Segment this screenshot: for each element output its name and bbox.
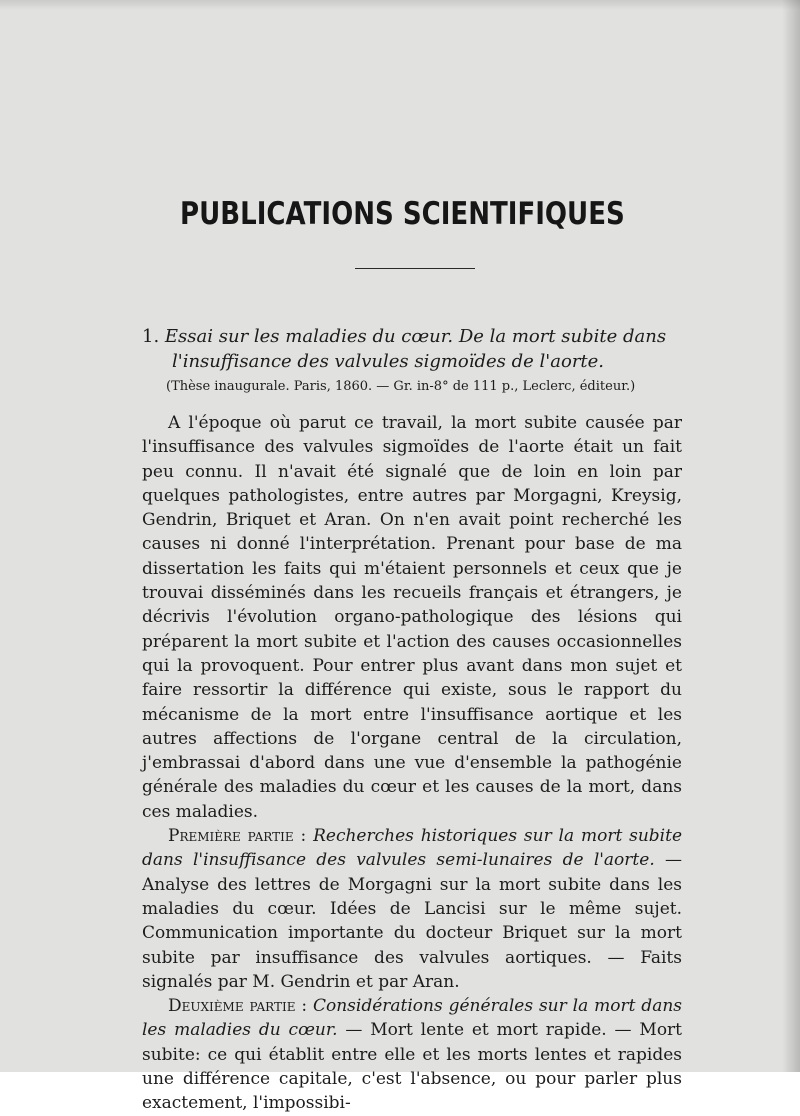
page-right-shadow bbox=[782, 0, 800, 1072]
entry-heading bbox=[142, 324, 702, 374]
entry-number: 1. bbox=[142, 326, 160, 347]
page-title: PUBLICATIONS SCIENTIFIQUES bbox=[180, 196, 625, 232]
thesis-note: (Thèse inaugurale. Paris, 1860. — Gr. in-8° de 111 p., Leclerc, éditeur.) bbox=[166, 379, 636, 394]
entry-heading-line-1 bbox=[142, 324, 702, 349]
entry-heading-line-2: l'insuffisance des valvules sigmoïdes de l'aorte. bbox=[172, 351, 605, 372]
part-2-title: Considérations générales sur la mort dans les maladies du cœur. bbox=[142, 996, 682, 1041]
part-1-label: Première partie : bbox=[168, 826, 307, 847]
part-1-title: Recherches historiques sur la mort subite dans l'insuffisance des valvules semi-lunaires de l'aorte. bbox=[142, 826, 683, 871]
entry-heading-text-1: Essai sur les maladies du cœur. De la mort subite dans bbox=[164, 326, 667, 347]
intro-paragraph: A l'époque où parut ce travail, la mort subite causée par l'insuffisance des valvules sigmoïdes de l'aorte était un fait peu connu. Il n'avait été signalé que de loin en loin par quelques pathologistes, entre autres par Morgagni, Kreysig, Gendrin, Briquet et Aran. On n'en avait point recherché les causes ni donné l'interprétation. Prenant pour base de ma dissertation les faits qui m'étaient personnels et ceux que je trouvai disséminés dans les recueils français et étrangers, je décrivis l'évolution organo-pathologique des lésions qui préparent la mort subite et l'action des causes occasionnelles qui la provoquent. Pour entrer plus avant dans mon sujet et faire ressortir la différence qui existe, sous le rapport du mécanisme de la mort entre l'insuffisance aortique et les autres affections de l'organe central de la circulation, j'embrassai d'abord dans une vue d'ensemble la pathogénie générale des maladies du cœur et les causes de la mort, dans ces maladies. bbox=[142, 413, 682, 822]
part-1-paragraph bbox=[142, 824, 682, 994]
part-2-text: — Mort lente et mort rapide. — Mort subite: ce qui établit entre elle et les morts lentes et rapides une différence capitale, c'est l'absence, ou pour parler plus exactement, l'impossibi- bbox=[142, 1020, 683, 1114]
part-2-label: Deuxième partie : bbox=[168, 996, 308, 1017]
part-2-paragraph bbox=[142, 994, 682, 1115]
body-text bbox=[142, 411, 682, 1116]
page-top-shadow bbox=[0, 0, 800, 10]
title-divider bbox=[355, 268, 475, 269]
part-1-text: — Analyse des lettres de Morgagni sur la mort subite dans les maladies du cœur. Idées de Lancisi sur le même sujet. Communication importante du docteur Briquet sur la mort subite par insuffisance des valvules aortiques. — Faits signalés par M. Gendrin et par Aran. bbox=[142, 850, 682, 992]
